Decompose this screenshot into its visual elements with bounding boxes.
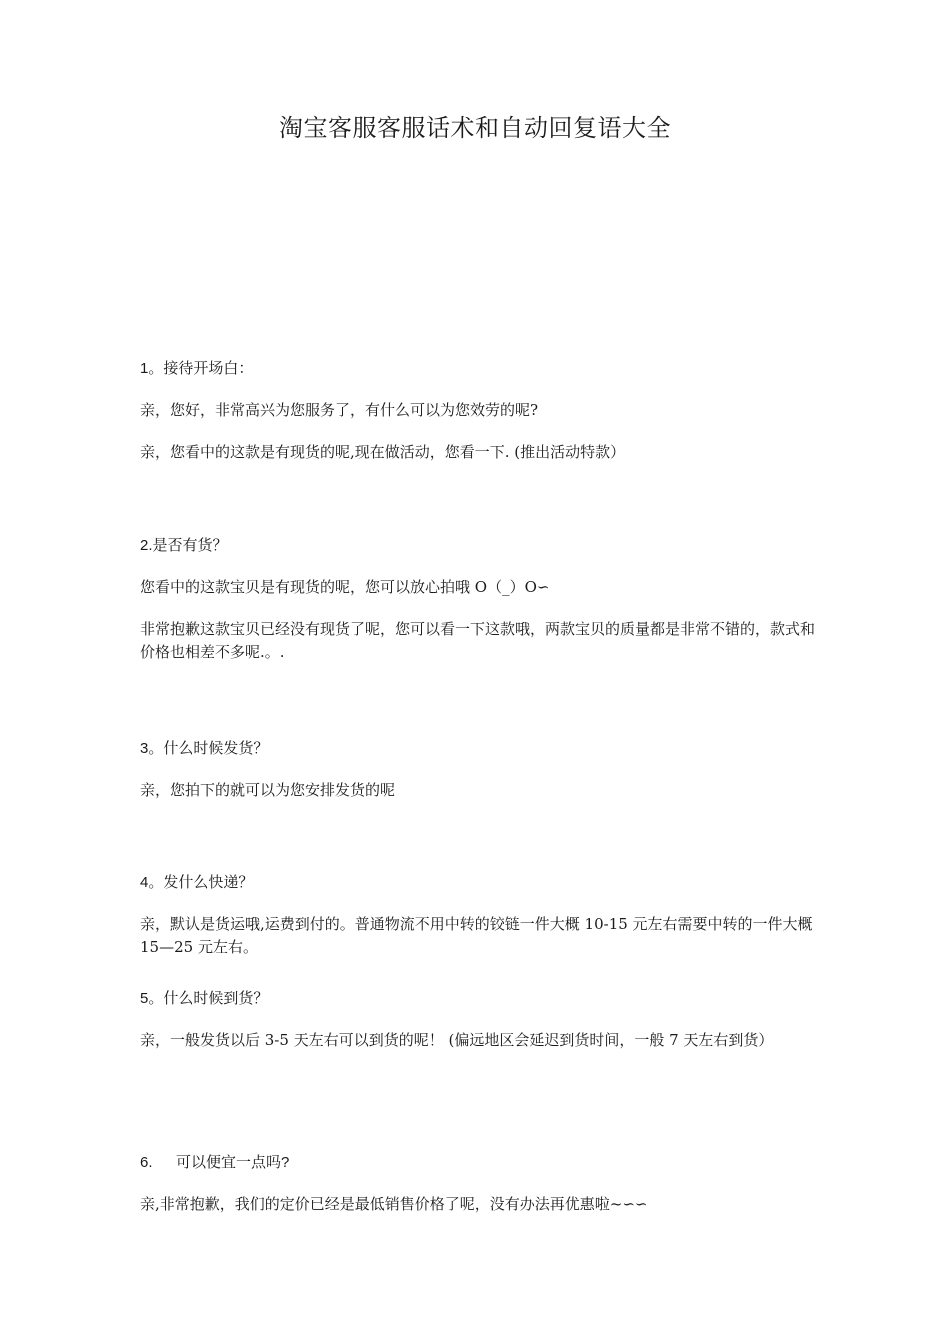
section-4-line-1: 亲，默认是货运哦,运费到付的。普通物流不用中转的铰链一件大概 10-15 元左右需要中转的一件大概 15—25 元左右。 xyxy=(140,915,813,956)
section-1-heading: 1。接待开场白： xyxy=(140,360,254,377)
section-1-line-1: 亲，您好，非常高兴为您服务了，有什么可以为您效劳的呢? xyxy=(140,401,539,419)
section-6-number: 6. xyxy=(140,1154,153,1171)
section-3-line-1: 亲，您拍下的就可以为您安排发货的呢 xyxy=(140,781,396,799)
section-1-line-2: 亲，您看中的这款是有现货的呢,现在做活动，您看一下. (推出活动特款） xyxy=(140,443,626,461)
section-5-line-1: 亲，一般发货以后 3-5 天左右可以到货的呢！ (偏远地区会延迟到货时间，一般 7 天左右到货） xyxy=(140,1031,774,1049)
section-2-line-1: 您看中的这款宝贝是有现货的呢，您可以放心拍哦 O（_）O∽ xyxy=(140,578,550,596)
section-6-line-1: 亲,非常抱歉，我们的定价已经是最低销售价格了呢，没有办法再优惠啦~∽∽ xyxy=(140,1195,648,1213)
section-6-heading xyxy=(140,1151,820,1174)
section-3-heading: 3。什么时候发货？ xyxy=(140,740,269,757)
section-2-line-2: 非常抱歉这款宝贝已经没有现货了呢，您可以看一下这款哦，两款宝贝的质量都是非常不错的，款式和价格也相差不多呢.。. xyxy=(140,620,816,661)
section-2-heading: 2.是否有货？ xyxy=(140,537,228,554)
section-5-heading: 5。什么时候到货？ xyxy=(140,990,269,1007)
section-6-heading-text: 可以便宜一点吗? xyxy=(176,1154,290,1171)
section-4-heading: 4。发什么快递？ xyxy=(140,874,254,891)
page-title: 淘宝客服客服话术和自动回复语大全 xyxy=(279,114,671,142)
